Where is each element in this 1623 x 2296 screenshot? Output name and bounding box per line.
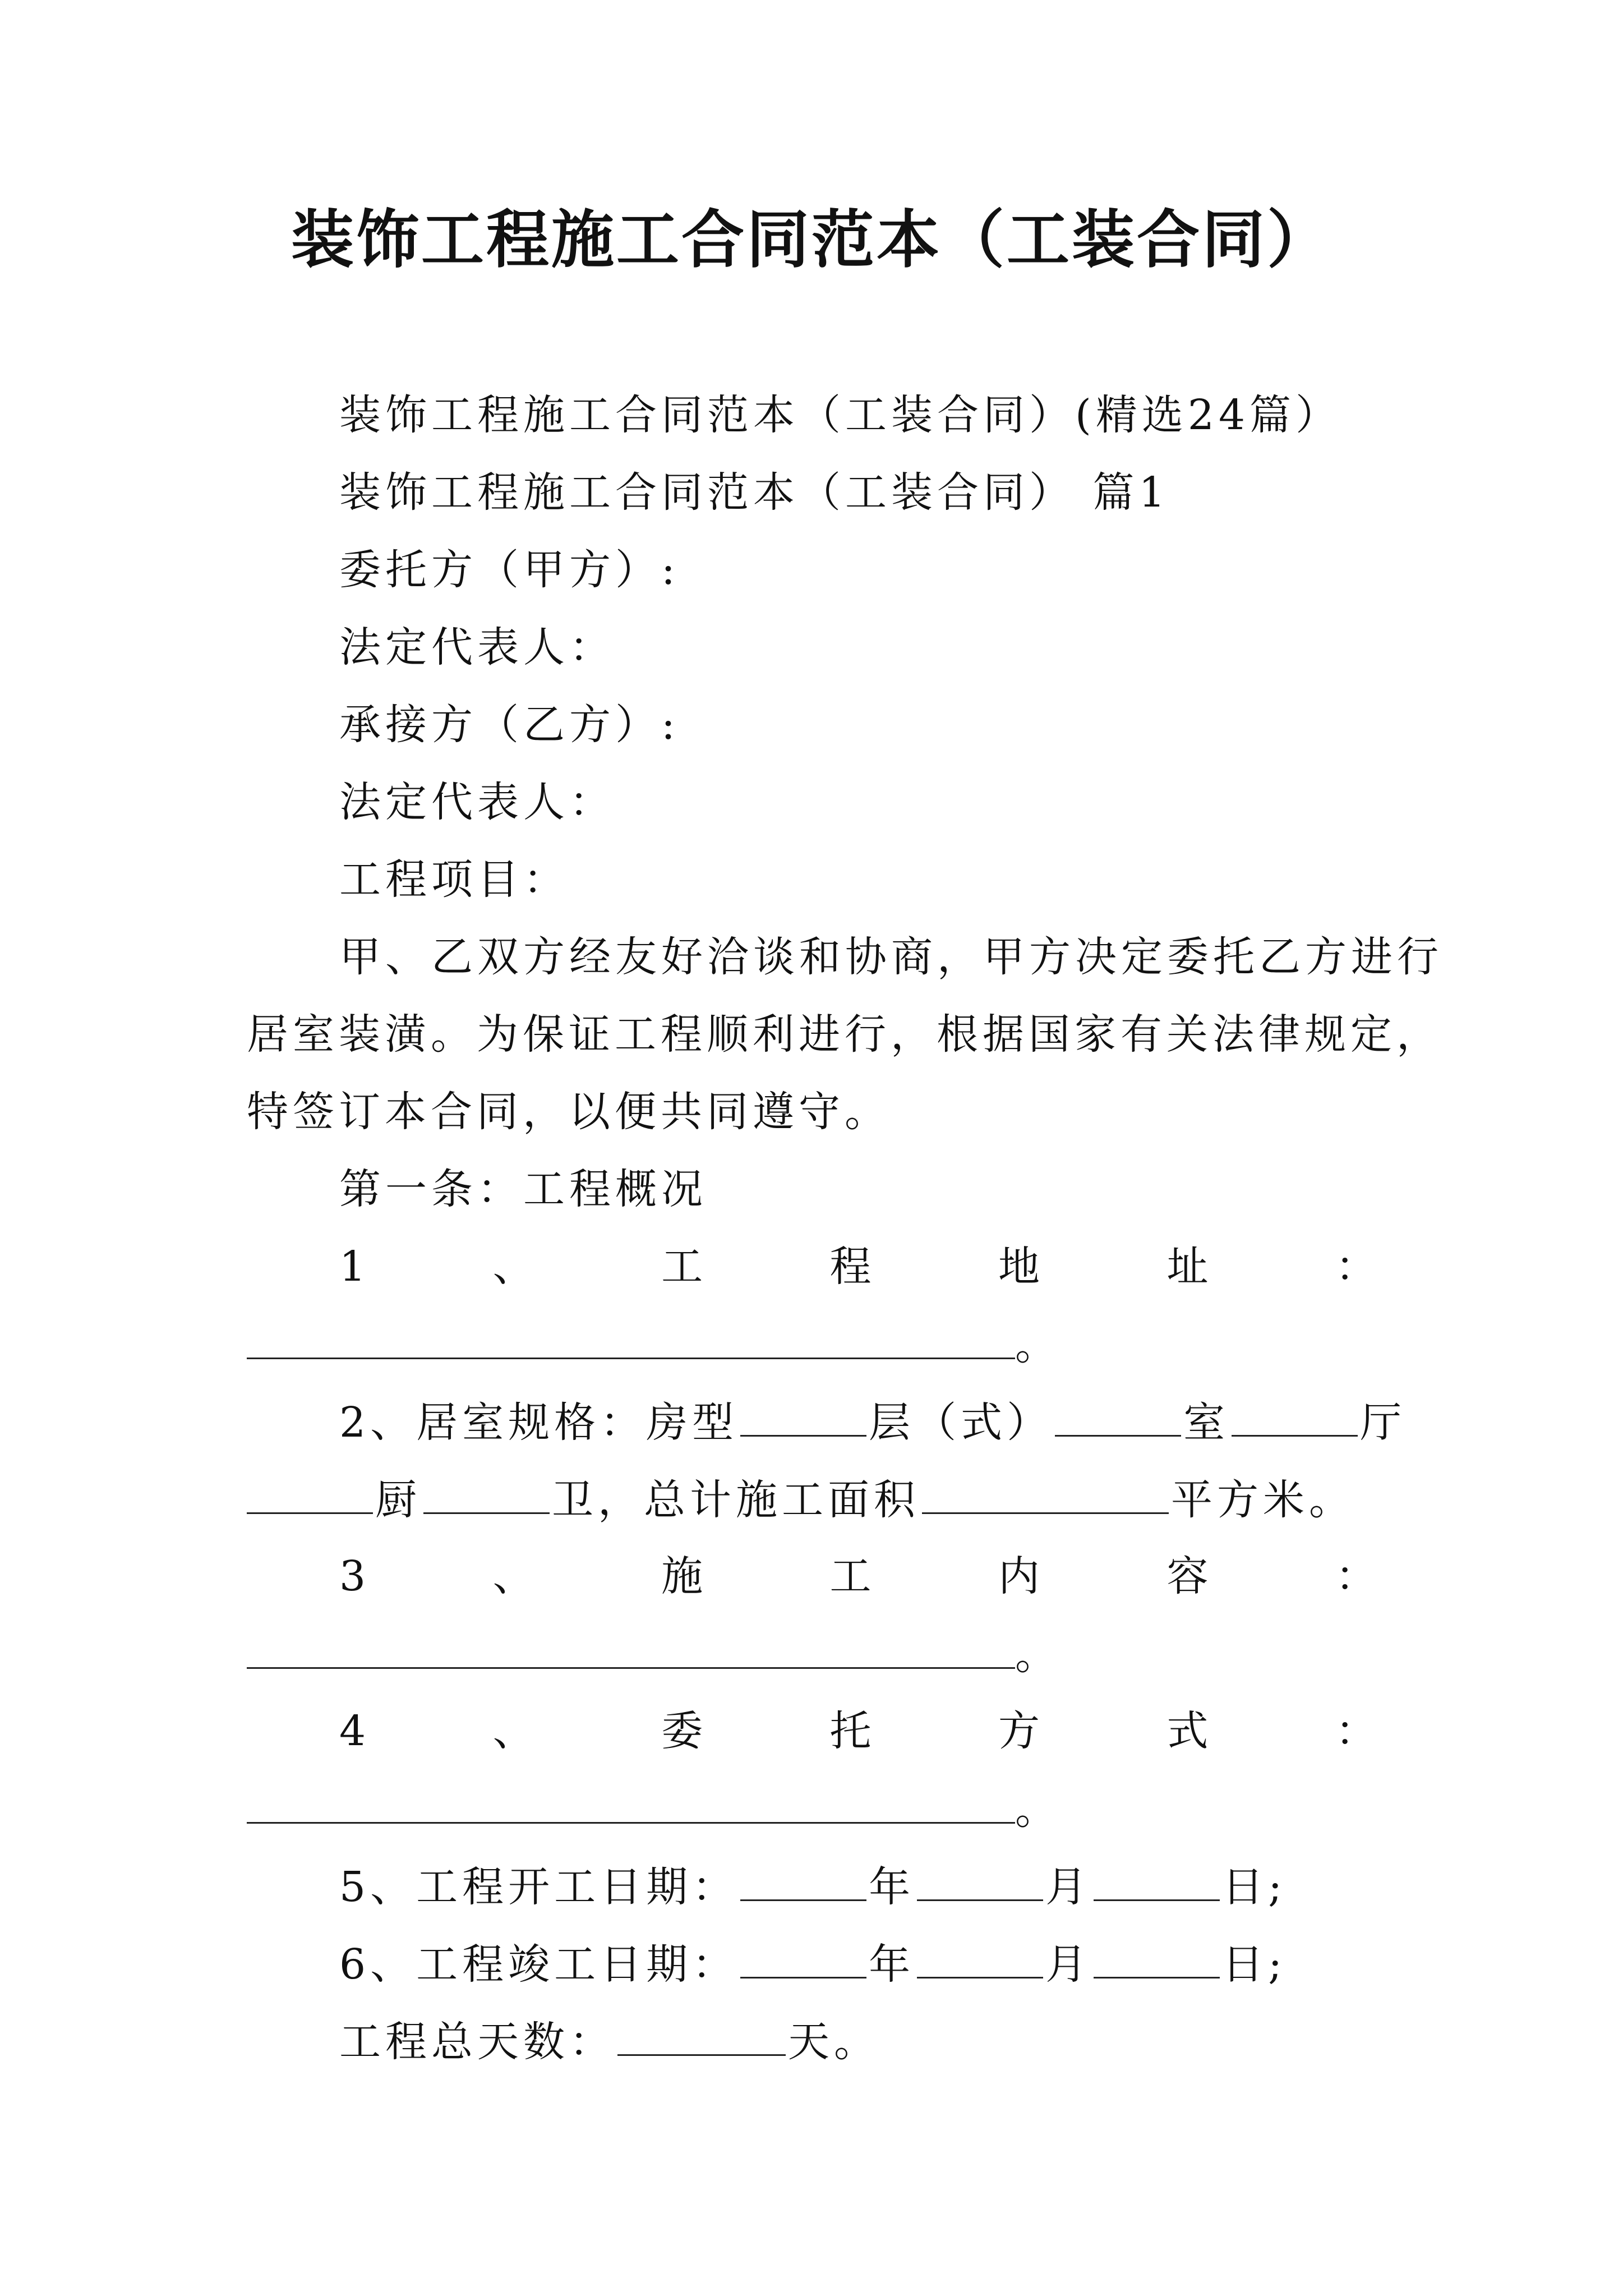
article-1-heading: 第一条：工程概况 [339, 1165, 707, 1213]
bath-label: 卫，总计施工面积 [552, 1476, 920, 1524]
area-blank[interactable] [922, 1471, 1169, 1514]
floor-label: 层（式） [869, 1398, 1053, 1447]
end-year-blank[interactable] [740, 1935, 866, 1978]
document-title: 装饰工程施工合同范本（工装合同） [291, 204, 1332, 277]
preamble-line-3: 特签订本合同，以便共同遵守。 [247, 1088, 891, 1136]
item-3-char: 容 [1166, 1552, 1209, 1600]
project-label: 工程项目： [339, 855, 569, 904]
room-label: 室 [1183, 1398, 1230, 1447]
content-fill-blank[interactable] [247, 1626, 1015, 1669]
intro-line-2: 装饰工程施工合同范本（工装合同） 篇1 [339, 468, 1170, 517]
item-4-char: 、 [492, 1707, 534, 1755]
item-4-char: 方 [998, 1707, 1040, 1755]
day-label: 日; [1222, 1940, 1287, 1989]
item-3-char: ： [1335, 1552, 1377, 1600]
item-1-char: 程 [829, 1243, 872, 1291]
item-2-room-spec [339, 1393, 1406, 1451]
item-6-end-date [339, 1935, 1287, 1993]
client-rep-label: 法定代表人： [339, 623, 615, 671]
item-3-char: 施 [661, 1552, 703, 1600]
kitchen-count-blank[interactable] [423, 1471, 550, 1514]
preamble-line-2: 居室装潢。为保证工程顺利进行，根据国家有关法律规定， [247, 1010, 1442, 1059]
item-4-char: 委 [661, 1707, 703, 1755]
item-4-char: 托 [829, 1707, 872, 1755]
item-2-room-spec-cont [247, 1471, 1355, 1528]
address-fill-blank[interactable] [247, 1316, 1015, 1359]
hall-label: 厅 [1360, 1398, 1407, 1447]
hall-count-blank[interactable] [247, 1471, 373, 1514]
item-3-char: 工 [829, 1552, 872, 1600]
day-label: 日; [1222, 1863, 1287, 1911]
item-1-address-label [339, 1239, 1377, 1295]
floor-blank[interactable] [1055, 1393, 1181, 1437]
year-label: 年 [869, 1863, 915, 1911]
client-label: 委托方（甲方）: [339, 546, 680, 594]
item-1-char: 、 [492, 1243, 534, 1291]
item-3-char: 内 [998, 1552, 1040, 1600]
house-type-blank[interactable] [740, 1393, 866, 1437]
item-5-start-date [339, 1858, 1287, 1915]
start-day-blank[interactable] [1094, 1858, 1220, 1901]
year-label: 年 [869, 1940, 915, 1989]
room-spec-label: 2、居室规格：房型 [339, 1398, 739, 1447]
item-3-content-label [339, 1548, 1377, 1604]
days-unit: 天。 [788, 2018, 880, 2066]
item-4-method-blank-line [247, 1780, 1057, 1838]
total-days [339, 2013, 880, 2070]
kitchen-label: 厨 [375, 1476, 421, 1524]
item-1-char: 1 [339, 1243, 366, 1291]
item-4-char: 式 [1166, 1707, 1209, 1755]
intro-line-1: 装饰工程施工合同范本（工装合同）(精选24篇） [339, 391, 1342, 439]
month-label: 月 [1045, 1940, 1092, 1989]
item-4-char: 4 [339, 1707, 366, 1755]
total-days-label: 工程总天数： [339, 2018, 615, 2066]
end-date-label: 6、工程竣工日期： [339, 1940, 739, 1989]
item-4-method-label [339, 1703, 1377, 1759]
contractor-rep-label: 法定代表人： [339, 778, 615, 826]
period: 。 [1015, 1321, 1057, 1369]
preamble-line-1: 甲、乙双方经友好洽谈和协商，甲方决定委托乙方进行 [339, 933, 1443, 981]
end-day-blank[interactable] [1094, 1935, 1220, 1978]
start-month-blank[interactable] [917, 1858, 1043, 1901]
item-4-char: ： [1335, 1707, 1377, 1755]
method-fill-blank[interactable] [247, 1780, 1015, 1824]
item-3-content-blank-line [247, 1626, 1057, 1683]
item-1-address-blank-line [247, 1316, 1057, 1373]
month-label: 月 [1045, 1863, 1092, 1911]
item-3-char: 3 [339, 1552, 366, 1600]
start-year-blank[interactable] [740, 1858, 866, 1901]
item-1-char: ： [1335, 1243, 1377, 1291]
item-1-char: 工 [661, 1243, 703, 1291]
period: 。 [1015, 1631, 1057, 1679]
start-date-label: 5、工程开工日期： [339, 1863, 739, 1911]
contractor-label: 承接方（乙方）: [339, 701, 680, 749]
room-count-blank[interactable] [1232, 1393, 1358, 1437]
end-month-blank[interactable] [917, 1935, 1043, 1978]
item-1-char: 地 [998, 1243, 1040, 1291]
total-days-blank[interactable] [617, 2013, 786, 2056]
period: 。 [1015, 1786, 1057, 1834]
area-unit: 平方米。 [1171, 1476, 1355, 1524]
item-3-char: 、 [492, 1552, 534, 1600]
item-1-char: 址 [1166, 1243, 1209, 1291]
